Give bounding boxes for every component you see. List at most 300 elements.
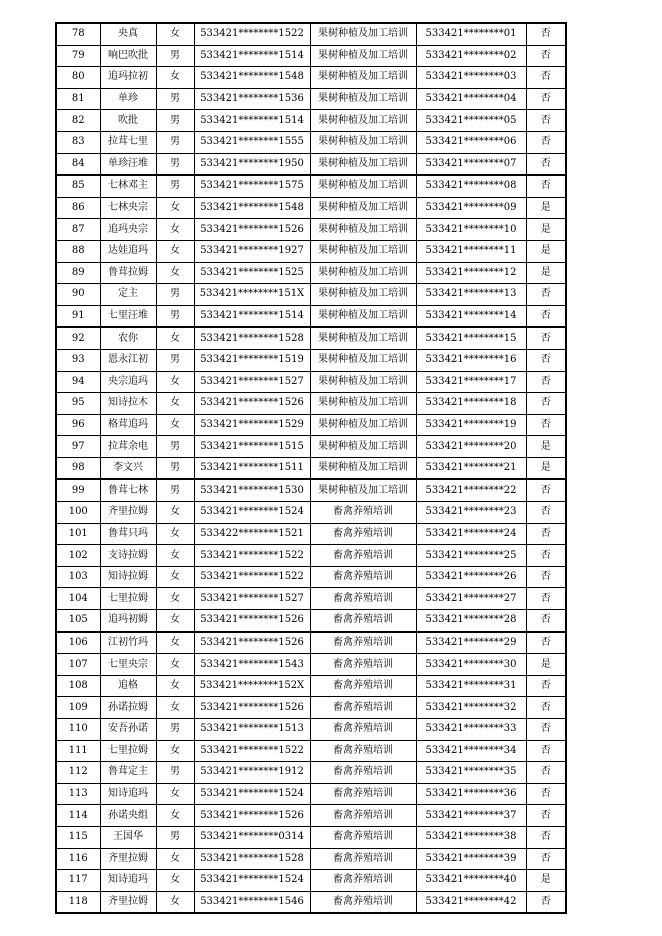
- course-cell: 畜禽养殖培训: [310, 719, 416, 741]
- gender-cell: 男: [156, 719, 194, 741]
- course-cell: 畜禽养殖培训: [310, 588, 416, 610]
- row-number-cell: 102: [56, 545, 100, 567]
- table-row: [56, 783, 566, 805]
- gender-cell: 男: [156, 457, 194, 479]
- code-cell: 533421********39: [416, 848, 526, 870]
- code-cell: 533421********17: [416, 371, 526, 393]
- row-number-cell: 86: [56, 197, 100, 219]
- code-cell: 533421********38: [416, 826, 526, 848]
- code-cell: 533421********18: [416, 393, 526, 415]
- course-cell: 畜禽养殖培训: [310, 523, 416, 545]
- table-row: [56, 826, 566, 848]
- name-cell: 七林邓主: [100, 175, 156, 197]
- code-cell: 533421********14: [416, 305, 526, 327]
- name-cell: 央真: [100, 23, 156, 45]
- name-cell: 七里央宗: [100, 654, 156, 676]
- table-row: [56, 870, 566, 892]
- gender-cell: 女: [156, 891, 194, 913]
- id-number-cell: 533421********1515: [194, 436, 310, 458]
- table-row: [56, 110, 566, 132]
- table-row: [56, 457, 566, 479]
- name-cell: 七里拉姆: [100, 740, 156, 762]
- code-cell: 533421********29: [416, 632, 526, 654]
- id-number-cell: 533421********1528: [194, 327, 310, 349]
- code-cell: 533421********42: [416, 891, 526, 913]
- flag-cell: 否: [526, 762, 566, 784]
- table-row: [56, 632, 566, 654]
- course-cell: 果树种植及加工培训: [310, 393, 416, 415]
- id-number-cell: 533421********1527: [194, 588, 310, 610]
- course-cell: 畜禽养殖培训: [310, 675, 416, 697]
- course-cell: 畜禽养殖培训: [310, 632, 416, 654]
- name-cell: 知诗追玛: [100, 870, 156, 892]
- id-number-cell: 533421********1927: [194, 240, 310, 262]
- gender-cell: 女: [156, 262, 194, 284]
- table-row: [56, 153, 566, 175]
- id-number-cell: 533421********0314: [194, 826, 310, 848]
- course-cell: 果树种植及加工培训: [310, 327, 416, 349]
- id-number-cell: 533421********1575: [194, 175, 310, 197]
- code-cell: 533421********35: [416, 762, 526, 784]
- course-cell: 果树种植及加工培训: [310, 131, 416, 153]
- table-row: [56, 848, 566, 870]
- flag-cell: 是: [526, 654, 566, 676]
- flag-cell: 否: [526, 110, 566, 132]
- table-row: [56, 88, 566, 110]
- row-number-cell: 116: [56, 848, 100, 870]
- table-row: [56, 697, 566, 719]
- flag-cell: 否: [526, 67, 566, 89]
- code-cell: 533421********09: [416, 197, 526, 219]
- row-number-cell: 115: [56, 826, 100, 848]
- gender-cell: 女: [156, 783, 194, 805]
- name-cell: 鲁茸拉姆: [100, 262, 156, 284]
- roster-sheet: [55, 22, 565, 914]
- course-cell: 畜禽养殖培训: [310, 502, 416, 524]
- code-cell: 533421********10: [416, 219, 526, 241]
- gender-cell: 女: [156, 219, 194, 241]
- code-cell: 533421********26: [416, 566, 526, 588]
- code-cell: 533421********36: [416, 783, 526, 805]
- flag-cell: 否: [526, 523, 566, 545]
- name-cell: 鲁茸只玛: [100, 523, 156, 545]
- course-cell: 畜禽养殖培训: [310, 826, 416, 848]
- name-cell: 齐里拉姆: [100, 891, 156, 913]
- course-cell: 果树种植及加工培训: [310, 197, 416, 219]
- course-cell: 畜禽养殖培训: [310, 848, 416, 870]
- name-cell: 知诗拉木: [100, 393, 156, 415]
- table-row: [56, 219, 566, 241]
- id-number-cell: 533421********1526: [194, 610, 310, 632]
- flag-cell: 否: [526, 632, 566, 654]
- course-cell: 果树种植及加工培训: [310, 284, 416, 306]
- row-number-cell: 87: [56, 219, 100, 241]
- gender-cell: 男: [156, 175, 194, 197]
- id-number-cell: 533421********1527: [194, 371, 310, 393]
- row-number-cell: 105: [56, 610, 100, 632]
- code-cell: 533421********04: [416, 88, 526, 110]
- code-cell: 533421********12: [416, 262, 526, 284]
- row-number-cell: 79: [56, 45, 100, 67]
- row-number-cell: 111: [56, 740, 100, 762]
- gender-cell: 女: [156, 610, 194, 632]
- table-row: [56, 891, 566, 913]
- id-number-cell: 533421********1513: [194, 719, 310, 741]
- name-cell: 孙诺央组: [100, 805, 156, 827]
- gender-cell: 男: [156, 436, 194, 458]
- table-row: [56, 762, 566, 784]
- name-cell: 王国华: [100, 826, 156, 848]
- id-number-cell: 533421********1525: [194, 262, 310, 284]
- row-number-cell: 88: [56, 240, 100, 262]
- row-number-cell: 97: [56, 436, 100, 458]
- row-number-cell: 113: [56, 783, 100, 805]
- row-number-cell: 90: [56, 284, 100, 306]
- table-row: [56, 610, 566, 632]
- course-cell: 畜禽养殖培训: [310, 870, 416, 892]
- table-row: [56, 805, 566, 827]
- row-number-cell: 118: [56, 891, 100, 913]
- name-cell: 恩永江初: [100, 349, 156, 371]
- gender-cell: 女: [156, 675, 194, 697]
- course-cell: 畜禽养殖培训: [310, 762, 416, 784]
- code-cell: 533421********34: [416, 740, 526, 762]
- row-number-cell: 96: [56, 414, 100, 436]
- row-number-cell: 92: [56, 327, 100, 349]
- code-cell: 533421********27: [416, 588, 526, 610]
- code-cell: 533421********21: [416, 457, 526, 479]
- name-cell: 拉茸七里: [100, 131, 156, 153]
- id-number-cell: 533421********152X: [194, 675, 310, 697]
- table-row: [56, 305, 566, 327]
- name-cell: 七里拉姆: [100, 588, 156, 610]
- gender-cell: 男: [156, 45, 194, 67]
- gender-cell: 女: [156, 566, 194, 588]
- gender-cell: 女: [156, 848, 194, 870]
- name-cell: 齐里拉姆: [100, 848, 156, 870]
- code-cell: 533421********25: [416, 545, 526, 567]
- gender-cell: 男: [156, 305, 194, 327]
- course-cell: 畜禽养殖培训: [310, 891, 416, 913]
- row-number-cell: 81: [56, 88, 100, 110]
- course-cell: 果树种植及加工培训: [310, 175, 416, 197]
- course-cell: 果树种植及加工培训: [310, 479, 416, 501]
- gender-cell: 女: [156, 240, 194, 262]
- flag-cell: 否: [526, 349, 566, 371]
- flag-cell: 否: [526, 23, 566, 45]
- code-cell: 533421********40: [416, 870, 526, 892]
- code-cell: 533421********28: [416, 610, 526, 632]
- row-number-cell: 80: [56, 67, 100, 89]
- gender-cell: 女: [156, 23, 194, 45]
- gender-cell: 女: [156, 67, 194, 89]
- course-cell: 畜禽养殖培训: [310, 654, 416, 676]
- course-cell: 果树种植及加工培训: [310, 45, 416, 67]
- table-row: [56, 393, 566, 415]
- name-cell: 格茸追玛: [100, 414, 156, 436]
- flag-cell: 否: [526, 131, 566, 153]
- gender-cell: 女: [156, 545, 194, 567]
- table-row: [56, 740, 566, 762]
- gender-cell: 女: [156, 632, 194, 654]
- name-cell: 支诗拉姆: [100, 545, 156, 567]
- code-cell: 533421********06: [416, 131, 526, 153]
- flag-cell: 否: [526, 719, 566, 741]
- gender-cell: 女: [156, 588, 194, 610]
- flag-cell: 否: [526, 675, 566, 697]
- table-row: [56, 523, 566, 545]
- flag-cell: 否: [526, 783, 566, 805]
- id-number-cell: 533421********1548: [194, 197, 310, 219]
- flag-cell: 否: [526, 371, 566, 393]
- id-number-cell: 533421********1526: [194, 805, 310, 827]
- row-number-cell: 94: [56, 371, 100, 393]
- table-row: [56, 414, 566, 436]
- code-cell: 533421********24: [416, 523, 526, 545]
- code-cell: 533421********33: [416, 719, 526, 741]
- course-cell: 果树种植及加工培训: [310, 88, 416, 110]
- table-row: [56, 436, 566, 458]
- flag-cell: 否: [526, 502, 566, 524]
- gender-cell: 女: [156, 523, 194, 545]
- course-cell: 畜禽养殖培训: [310, 697, 416, 719]
- table-row: [56, 502, 566, 524]
- flag-cell: 否: [526, 479, 566, 501]
- table-row: [56, 371, 566, 393]
- table-row: [56, 479, 566, 501]
- id-number-cell: 533421********1555: [194, 131, 310, 153]
- course-cell: 果树种植及加工培训: [310, 436, 416, 458]
- code-cell: 533421********16: [416, 349, 526, 371]
- name-cell: 响巴吹批: [100, 45, 156, 67]
- code-cell: 533421********03: [416, 67, 526, 89]
- code-cell: 533421********15: [416, 327, 526, 349]
- row-number-cell: 101: [56, 523, 100, 545]
- flag-cell: 是: [526, 219, 566, 241]
- code-cell: 533421********13: [416, 284, 526, 306]
- gender-cell: 男: [156, 826, 194, 848]
- name-cell: 江初竹玛: [100, 632, 156, 654]
- id-number-cell: 533421********1526: [194, 632, 310, 654]
- code-cell: 533421********07: [416, 153, 526, 175]
- gender-cell: 男: [156, 153, 194, 175]
- table-row: [56, 262, 566, 284]
- gender-cell: 女: [156, 697, 194, 719]
- flag-cell: 否: [526, 45, 566, 67]
- row-number-cell: 82: [56, 110, 100, 132]
- name-cell: 拉茸余电: [100, 436, 156, 458]
- name-cell: 农你: [100, 327, 156, 349]
- gender-cell: 女: [156, 740, 194, 762]
- row-number-cell: 104: [56, 588, 100, 610]
- row-number-cell: 103: [56, 566, 100, 588]
- table-row: [56, 284, 566, 306]
- name-cell: 追格: [100, 675, 156, 697]
- gender-cell: 女: [156, 870, 194, 892]
- id-number-cell: 533421********1528: [194, 848, 310, 870]
- row-number-cell: 95: [56, 393, 100, 415]
- table-row: [56, 349, 566, 371]
- row-number-cell: 107: [56, 654, 100, 676]
- roster-body: [56, 23, 566, 913]
- gender-cell: 男: [156, 762, 194, 784]
- name-cell: 安吾孙诺: [100, 719, 156, 741]
- table-row: [56, 566, 566, 588]
- name-cell: 追玛初姆: [100, 610, 156, 632]
- name-cell: 李文兴: [100, 457, 156, 479]
- row-number-cell: 114: [56, 805, 100, 827]
- name-cell: 孙诺拉姆: [100, 697, 156, 719]
- gender-cell: 男: [156, 284, 194, 306]
- course-cell: 果树种植及加工培训: [310, 67, 416, 89]
- table-row: [56, 45, 566, 67]
- flag-cell: 否: [526, 588, 566, 610]
- table-row: [56, 545, 566, 567]
- id-number-cell: 533421********1511: [194, 457, 310, 479]
- row-number-cell: 78: [56, 23, 100, 45]
- code-cell: 533421********05: [416, 110, 526, 132]
- name-cell: 七林央宗: [100, 197, 156, 219]
- name-cell: 知诗拉姆: [100, 566, 156, 588]
- course-cell: 果树种植及加工培训: [310, 219, 416, 241]
- name-cell: 鲁茸七林: [100, 479, 156, 501]
- course-cell: 果树种植及加工培训: [310, 262, 416, 284]
- row-number-cell: 98: [56, 457, 100, 479]
- course-cell: 畜禽养殖培训: [310, 783, 416, 805]
- table-row: [56, 23, 566, 45]
- code-cell: 533421********32: [416, 697, 526, 719]
- row-number-cell: 117: [56, 870, 100, 892]
- name-cell: 追玛央宗: [100, 219, 156, 241]
- id-number-cell: 533421********1514: [194, 305, 310, 327]
- flag-cell: 是: [526, 870, 566, 892]
- code-cell: 533421********31: [416, 675, 526, 697]
- course-cell: 果树种植及加工培训: [310, 110, 416, 132]
- id-number-cell: 533421********1522: [194, 566, 310, 588]
- name-cell: 央宗追玛: [100, 371, 156, 393]
- flag-cell: 否: [526, 740, 566, 762]
- id-number-cell: 533421********1522: [194, 545, 310, 567]
- course-cell: 畜禽养殖培训: [310, 545, 416, 567]
- code-cell: 533421********22: [416, 479, 526, 501]
- name-cell: 追玛拉初: [100, 67, 156, 89]
- flag-cell: 是: [526, 240, 566, 262]
- course-cell: 果树种植及加工培训: [310, 153, 416, 175]
- flag-cell: 是: [526, 436, 566, 458]
- table-row: [56, 327, 566, 349]
- flag-cell: 否: [526, 545, 566, 567]
- id-number-cell: 533421********1950: [194, 153, 310, 175]
- flag-cell: 否: [526, 891, 566, 913]
- flag-cell: 否: [526, 284, 566, 306]
- table-row: [56, 131, 566, 153]
- id-number-cell: 533421********1524: [194, 783, 310, 805]
- code-cell: 533421********23: [416, 502, 526, 524]
- table-row: [56, 719, 566, 741]
- row-number-cell: 99: [56, 479, 100, 501]
- flag-cell: 否: [526, 414, 566, 436]
- flag-cell: 否: [526, 566, 566, 588]
- row-number-cell: 110: [56, 719, 100, 741]
- code-cell: 533421********20: [416, 436, 526, 458]
- id-number-cell: 533422********1521: [194, 523, 310, 545]
- name-cell: 达娃追玛: [100, 240, 156, 262]
- course-cell: 果树种植及加工培训: [310, 349, 416, 371]
- gender-cell: 女: [156, 654, 194, 676]
- table-row: [56, 240, 566, 262]
- row-number-cell: 100: [56, 502, 100, 524]
- id-number-cell: 533421********1519: [194, 349, 310, 371]
- code-cell: 533421********01: [416, 23, 526, 45]
- flag-cell: 是: [526, 262, 566, 284]
- row-number-cell: 84: [56, 153, 100, 175]
- name-cell: 吹批: [100, 110, 156, 132]
- table-row: [56, 654, 566, 676]
- id-number-cell: 533421********1530: [194, 479, 310, 501]
- name-cell: 单珍汪堆: [100, 153, 156, 175]
- code-cell: 533421********08: [416, 175, 526, 197]
- gender-cell: 女: [156, 805, 194, 827]
- row-number-cell: 112: [56, 762, 100, 784]
- gender-cell: 男: [156, 479, 194, 501]
- name-cell: 七里汪堆: [100, 305, 156, 327]
- code-cell: 533421********19: [416, 414, 526, 436]
- gender-cell: 女: [156, 393, 194, 415]
- row-number-cell: 93: [56, 349, 100, 371]
- id-number-cell: 533421********1514: [194, 110, 310, 132]
- row-number-cell: 83: [56, 131, 100, 153]
- name-cell: 齐里拉姆: [100, 502, 156, 524]
- gender-cell: 男: [156, 131, 194, 153]
- flag-cell: 是: [526, 457, 566, 479]
- id-number-cell: 533421********1536: [194, 88, 310, 110]
- id-number-cell: 533421********151X: [194, 284, 310, 306]
- code-cell: 533421********30: [416, 654, 526, 676]
- row-number-cell: 89: [56, 262, 100, 284]
- row-number-cell: 91: [56, 305, 100, 327]
- name-cell: 知诗追玛: [100, 783, 156, 805]
- name-cell: 鲁茸定主: [100, 762, 156, 784]
- flag-cell: 否: [526, 805, 566, 827]
- id-number-cell: 533421********1912: [194, 762, 310, 784]
- id-number-cell: 533421********1524: [194, 870, 310, 892]
- course-cell: 畜禽养殖培训: [310, 805, 416, 827]
- gender-cell: 男: [156, 88, 194, 110]
- table-row: [56, 197, 566, 219]
- course-cell: 畜禽养殖培训: [310, 740, 416, 762]
- course-cell: 果树种植及加工培训: [310, 457, 416, 479]
- table-row: [56, 67, 566, 89]
- id-number-cell: 533421********1526: [194, 393, 310, 415]
- flag-cell: 否: [526, 848, 566, 870]
- id-number-cell: 533421********1543: [194, 654, 310, 676]
- gender-cell: 女: [156, 327, 194, 349]
- gender-cell: 男: [156, 349, 194, 371]
- gender-cell: 女: [156, 414, 194, 436]
- row-number-cell: 108: [56, 675, 100, 697]
- id-number-cell: 533421********1529: [194, 414, 310, 436]
- flag-cell: 否: [526, 697, 566, 719]
- id-number-cell: 533421********1546: [194, 891, 310, 913]
- id-number-cell: 533421********1522: [194, 740, 310, 762]
- flag-cell: 否: [526, 610, 566, 632]
- course-cell: 畜禽养殖培训: [310, 610, 416, 632]
- course-cell: 果树种植及加工培训: [310, 240, 416, 262]
- id-number-cell: 533421********1548: [194, 67, 310, 89]
- id-number-cell: 533421********1514: [194, 45, 310, 67]
- flag-cell: 否: [526, 88, 566, 110]
- flag-cell: 否: [526, 153, 566, 175]
